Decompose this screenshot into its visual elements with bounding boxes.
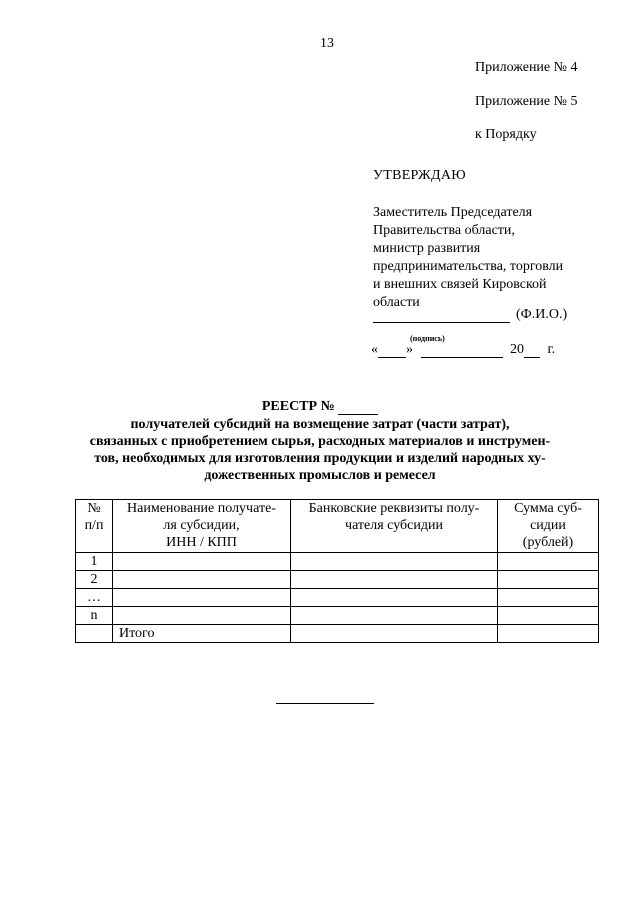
appendix-4-label: Приложение № 4	[475, 60, 578, 75]
bank-details-cell	[291, 571, 498, 589]
recipient-name-cell	[113, 607, 291, 625]
recipient-name-cell	[113, 571, 291, 589]
row-number-cell: 2	[76, 571, 113, 589]
signature-blank	[373, 308, 510, 323]
subsidy-amount-cell	[498, 571, 599, 589]
total-label-cell: Итого	[113, 625, 291, 643]
official-position-line: Заместитель Председателя	[373, 205, 533, 220]
date-day-blank	[378, 344, 406, 358]
subsidy-amount-cell	[498, 607, 599, 625]
bank-details-cell	[291, 589, 498, 607]
closing-rule	[276, 703, 374, 704]
appendix-5-label: Приложение № 5	[475, 94, 578, 109]
registry-subtitle	[58, 416, 582, 484]
table-row	[76, 589, 599, 607]
header-line: ИНН / КПП	[166, 535, 237, 550]
registry-table	[75, 499, 599, 643]
header-line: Банковские реквизиты полу-	[308, 501, 480, 516]
date-close-quote: »	[406, 342, 413, 357]
header-line: п/п	[84, 518, 104, 533]
date-year-blank	[524, 344, 540, 358]
official-position-line: Правительства области,	[373, 223, 515, 238]
official-position-line: предпринимательства, торговли	[373, 259, 564, 274]
header-line: Наименование получате-	[127, 501, 276, 516]
bank-details-cell	[291, 625, 498, 643]
registry-title	[60, 399, 580, 415]
date-month-blank	[421, 344, 503, 358]
subsidy-amount-cell	[498, 625, 599, 643]
official-position-line: министр развития	[373, 241, 481, 256]
header-line: сидии	[530, 518, 566, 533]
table-row	[76, 607, 599, 625]
signature-caption: (подпись)	[410, 334, 445, 343]
registry-subtitle-line: дожественных промыслов и ремесел	[204, 468, 436, 483]
name-placeholder: (Ф.И.О.)	[516, 307, 568, 322]
registry-subtitle-line: получателей субсидий на возмещение затрат (части затрат),	[130, 417, 510, 432]
header-line: (рублей)	[522, 535, 574, 550]
approval-heading: УТВЕРЖДАЮ	[373, 168, 466, 183]
registry-subtitle-line: связанных с приобретением сырья, расходных материалов и инструмен-	[89, 434, 551, 449]
approval-date-line	[371, 342, 555, 358]
page-number: 13	[320, 36, 334, 51]
header-row-number	[76, 500, 113, 553]
official-position-line: и внешних связей Кировской	[373, 277, 547, 292]
table-row	[76, 553, 599, 571]
row-number-cell: n	[76, 607, 113, 625]
signature-line	[373, 307, 567, 323]
registry-subtitle-line: тов, необходимых для изготовления продукции и изделий народных ху-	[94, 451, 546, 466]
official-position	[373, 204, 613, 312]
recipient-name-cell	[113, 553, 291, 571]
header-recipient-name	[113, 500, 291, 553]
table-row	[76, 571, 599, 589]
recipient-name-cell	[113, 589, 291, 607]
date-year-prefix: 20	[510, 342, 524, 357]
subsidy-amount-cell	[498, 589, 599, 607]
table-header-row	[76, 500, 599, 553]
registry-number-blank	[338, 402, 378, 415]
table-total-row	[76, 625, 599, 643]
row-number-cell: 1	[76, 553, 113, 571]
registry-title-text: РЕЕСТР №	[261, 399, 335, 414]
bank-details-cell	[291, 607, 498, 625]
row-number-cell	[76, 625, 113, 643]
date-open-quote: «	[371, 342, 378, 357]
row-number-cell: …	[76, 589, 113, 607]
date-year-suffix: г.	[547, 342, 556, 357]
header-line: чателя субсидии	[345, 518, 443, 533]
header-line: Сумма суб-	[514, 501, 582, 516]
header-bank-details	[291, 500, 498, 553]
subsidy-amount-cell	[498, 553, 599, 571]
official-position-line: области	[373, 295, 420, 310]
procedure-reference: к Порядку	[475, 127, 537, 142]
header-line: ля субсидии,	[163, 518, 240, 533]
bank-details-cell	[291, 553, 498, 571]
header-subsidy-amount	[498, 500, 599, 553]
header-line: №	[87, 501, 101, 516]
